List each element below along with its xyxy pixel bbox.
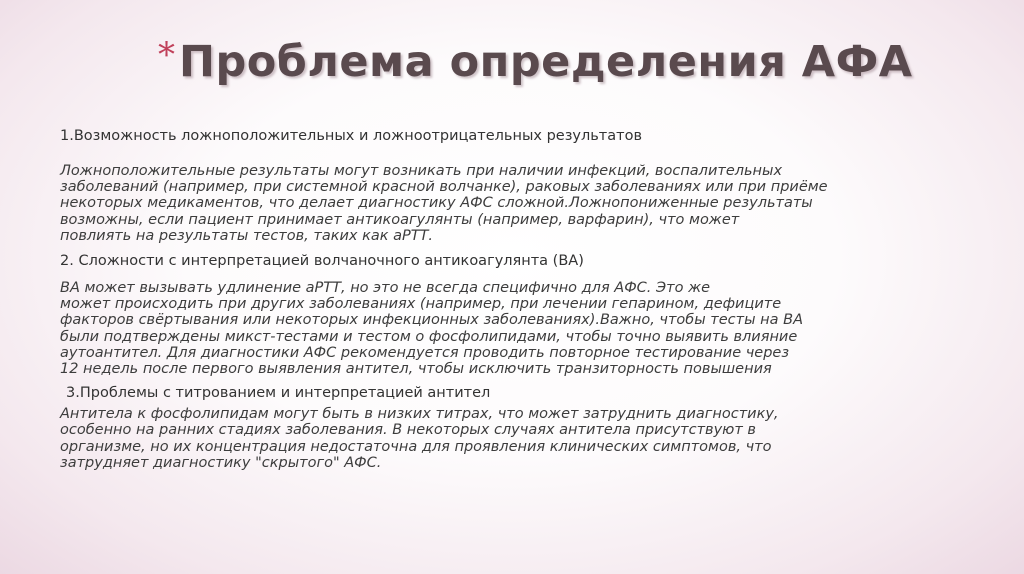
- section-text-1: Ложноположительные результаты могут возникать при наличии инфекций, воспалительных заболеваний (например, при системной красной волчанке), раковых заболеваниях или при приёме некоторых медикаментов, что делает диагностику АФС сложной.Ложнопониженные результаты возможны, если пациент принимает антикоагулянты (например, варфарин), что может повлиять на результаты тестов, таких как аРТТ.: [60, 163, 828, 244]
- slide-title-row: [158, 34, 918, 104]
- slide-body: [60, 127, 960, 471]
- section-heading-3: 3.Проблемы с титрованием и интерпретацией антител: [66, 385, 491, 402]
- section-text-3: Антитела к фосфолипидам могут быть в низких титрах, что может затруднить диагностику, особенно на ранних стадиях заболевания. В некоторых случаях антитела присутствуют в организме, но их концентрация недостаточна для проявления клинических симптомов, что затрудняет диагностику "скрытого" АФС.: [60, 406, 779, 471]
- section-heading-2: 2. Сложности с интерпретацией волчаночного антикоагулянта (ВА): [60, 253, 584, 270]
- section-heading-1: 1.Возможность ложноположительных и ложноотрицательных результатов: [60, 128, 643, 144]
- title-asterisk-icon: *: [158, 35, 175, 75]
- slide-title: Проблема определения АФА: [179, 37, 913, 87]
- section-text-2: ВА может вызывать удлинение аРТТ, но это не всегда специфично для АФС. Это же может происходить при других заболеваниях (например, при лечении гепарином, дефиците факторов свёртывания или некоторых инфекционных заболеваниях).Важно, чтобы тесты на ВА были подтверждены микст-тестами и тестом о фосфолипидами, чтобы точно выявить влияние аутоантител. Для диагностики АФС рекомендуется проводить повторное тестирование через 12 недель после первого выявления антител, чтобы исключить транзиторность повышения: [60, 280, 803, 378]
